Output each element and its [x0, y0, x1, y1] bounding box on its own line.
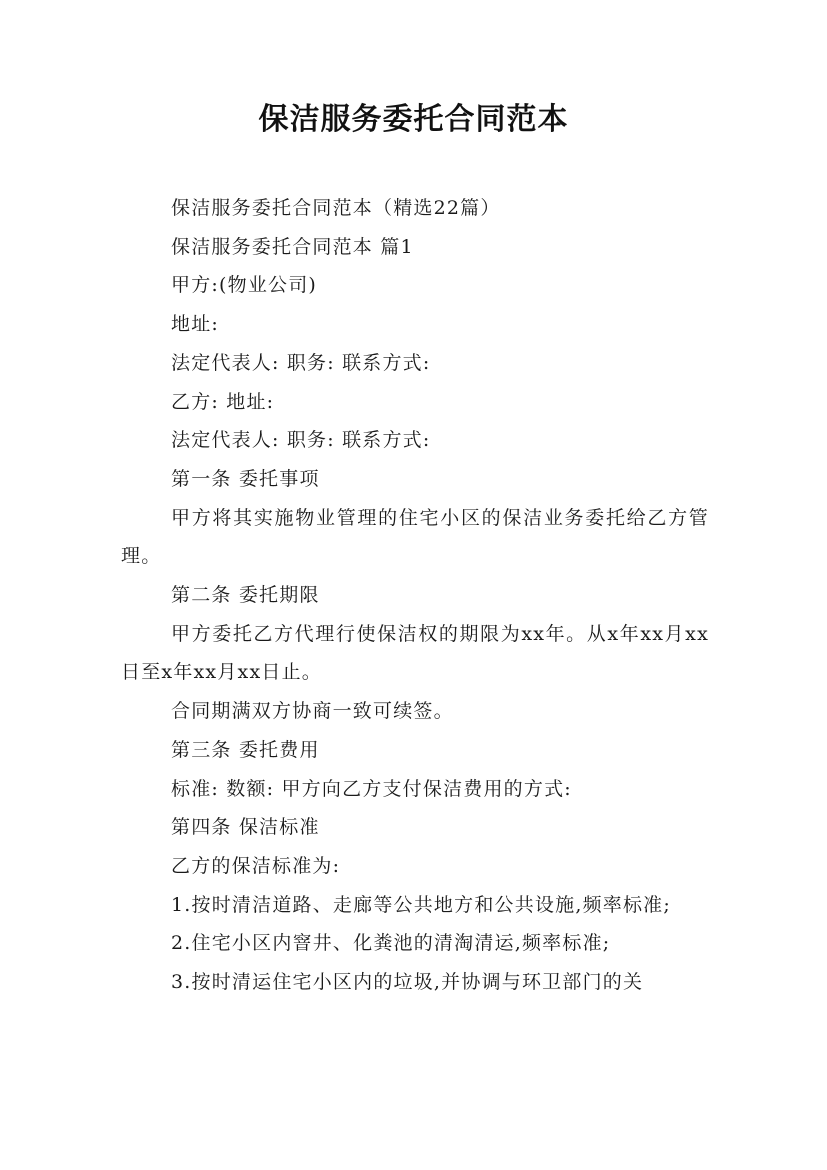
paragraph-article-2-renewal: 合同期满双方协商一致可续签。 — [171, 700, 454, 723]
paragraph-article-2-body: 甲方委托乙方代理行使保洁权的期限为xx年。从x年xx月xx日至x年xx月xx日止。 — [121, 622, 709, 684]
paragraph-item-2: 2.住宅小区内窨井、化粪池的清淘清运,频率标准; — [171, 932, 611, 955]
paragraph-party-a: 甲方:(物业公司) — [171, 274, 318, 297]
paragraph-article-3: 第三条 委托费用 — [171, 738, 320, 761]
paragraph-article-1-body: 甲方将其实施物业管理的住宅小区的保洁业务委托给乙方管理。 — [121, 506, 709, 568]
document-title: 保洁服务委托合同范本 — [258, 102, 569, 137]
paragraph-legal-rep-a: 法定代表人: 职务: 联系方式: — [171, 351, 431, 374]
paragraph-address: 地址: — [171, 313, 220, 336]
document-body — [121, 189, 709, 1002]
paragraph-article-4-intro: 乙方的保洁标准为: — [171, 854, 341, 877]
paragraph-section-heading: 保洁服务委托合同范本 篇1 — [171, 235, 414, 258]
paragraph-item-3: 3.按时清运住宅小区内的垃圾,并协调与环卫部门的关 — [171, 971, 644, 994]
paragraph-legal-rep-b: 法定代表人: 职务: 联系方式: — [171, 429, 431, 452]
paragraph-article-2: 第二条 委托期限 — [171, 584, 320, 607]
paragraph-article-3-body: 标准: 数额: 甲方向乙方支付保洁费用的方式: — [171, 777, 572, 800]
paragraph-subtitle: 保洁服务委托合同范本（精选22篇） — [171, 197, 501, 219]
paragraph-item-1: 1.按时清洁道路、走廊等公共地方和公共设施,频率标准; — [171, 893, 671, 916]
paragraph-party-b: 乙方: 地址: — [171, 390, 275, 413]
paragraph-article-1: 第一条 委托事项 — [171, 467, 320, 490]
paragraph-article-4: 第四条 保洁标准 — [171, 816, 320, 839]
